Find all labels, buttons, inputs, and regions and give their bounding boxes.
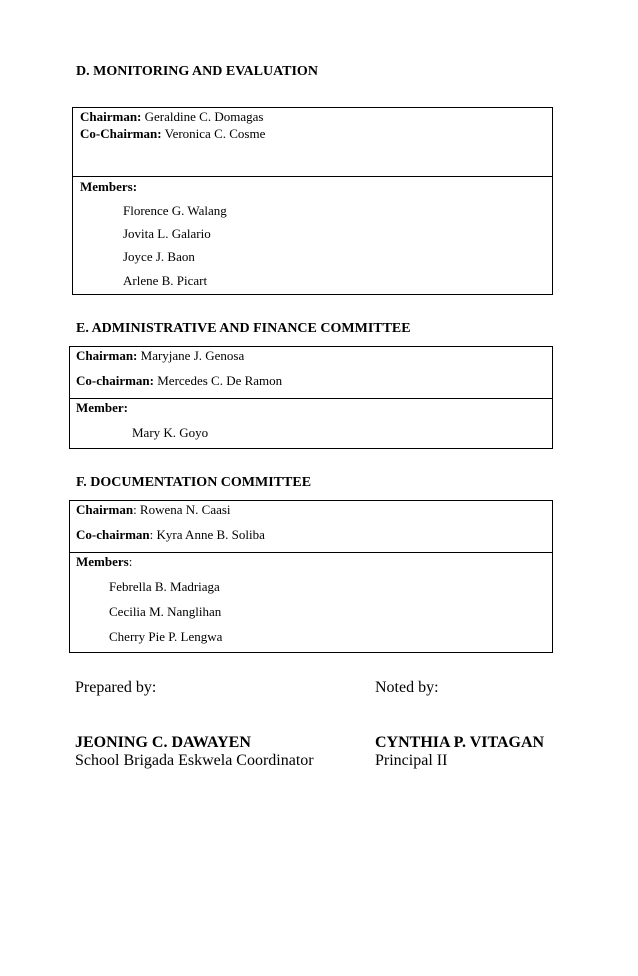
members-label: Members:: [76, 554, 133, 569]
section-d-table: [72, 107, 553, 295]
member-name: Arlene B. Picart: [123, 273, 208, 288]
cochairman-label: Co-chairman:: [76, 373, 154, 388]
cochairman-name: : Kyra Anne B. Soliba: [149, 527, 265, 542]
member-name: Jovita L. Galario: [123, 226, 211, 241]
section-d-members: [73, 176, 552, 294]
cochairman-label: Co-Chairman:: [80, 126, 162, 141]
chairman-label: Chairman:: [76, 348, 138, 363]
section-f-members: [70, 552, 552, 652]
section-e-members: [70, 398, 552, 448]
prepared-by-label: Prepared by:: [75, 679, 157, 696]
section-e-chairman-row: [76, 348, 244, 364]
members-label: Members:: [80, 179, 138, 194]
section-e-cochairman-row: [76, 373, 282, 389]
preparer-title: School Brigada Eskwela Coordinator: [75, 752, 314, 769]
noted-by-label: Noted by:: [375, 679, 439, 696]
member-name: Mary K. Goyo: [132, 425, 209, 440]
chairman-label: Chairman:: [80, 109, 142, 124]
section-d-cochairman-row: [80, 126, 265, 142]
section-e-officers: [70, 347, 552, 398]
members-label: Member:: [76, 400, 128, 415]
cochairman-name: Mercedes C. De Ramon: [157, 373, 283, 388]
chairman-name: Geraldine C. Domagas: [144, 109, 264, 124]
cochairman-label: Co-chairman: [76, 527, 150, 542]
member-name: Cherry Pie P. Lengwa: [109, 629, 223, 644]
member-name: Florence G. Walang: [123, 203, 227, 218]
member-name: Cecilia M. Nanglihan: [109, 604, 222, 619]
section-e-title: E. ADMINISTRATIVE AND FINANCE COMMITTEE: [76, 321, 411, 336]
section-f-officers: [70, 501, 552, 552]
noter-title: Principal II: [375, 752, 448, 769]
chairman-name: Maryjane J. Genosa: [140, 348, 245, 363]
member-name: Joyce J. Baon: [123, 249, 195, 264]
cochairman-name: Veronica C. Cosme: [164, 126, 266, 141]
section-f-chairman-row: [76, 502, 231, 518]
section-f-cochairman-row: [76, 527, 265, 543]
member-name: Febrella B. Madriaga: [109, 579, 220, 594]
preparer-name: JEONING C. DAWAYEN: [75, 734, 251, 751]
section-d-officers: [73, 108, 552, 176]
section-f-table: [69, 500, 553, 653]
section-f-title: F. DOCUMENTATION COMMITTEE: [76, 475, 312, 490]
section-d-title: D. MONITORING AND EVALUATION: [76, 64, 318, 79]
chairman-name: : Rowena N. Caasi: [133, 502, 231, 517]
section-e-table: [69, 346, 553, 449]
section-d-chairman-row: [80, 109, 263, 125]
noter-name: CYNTHIA P. VITAGAN: [375, 734, 545, 751]
chairman-label: Chairman: [76, 502, 134, 517]
